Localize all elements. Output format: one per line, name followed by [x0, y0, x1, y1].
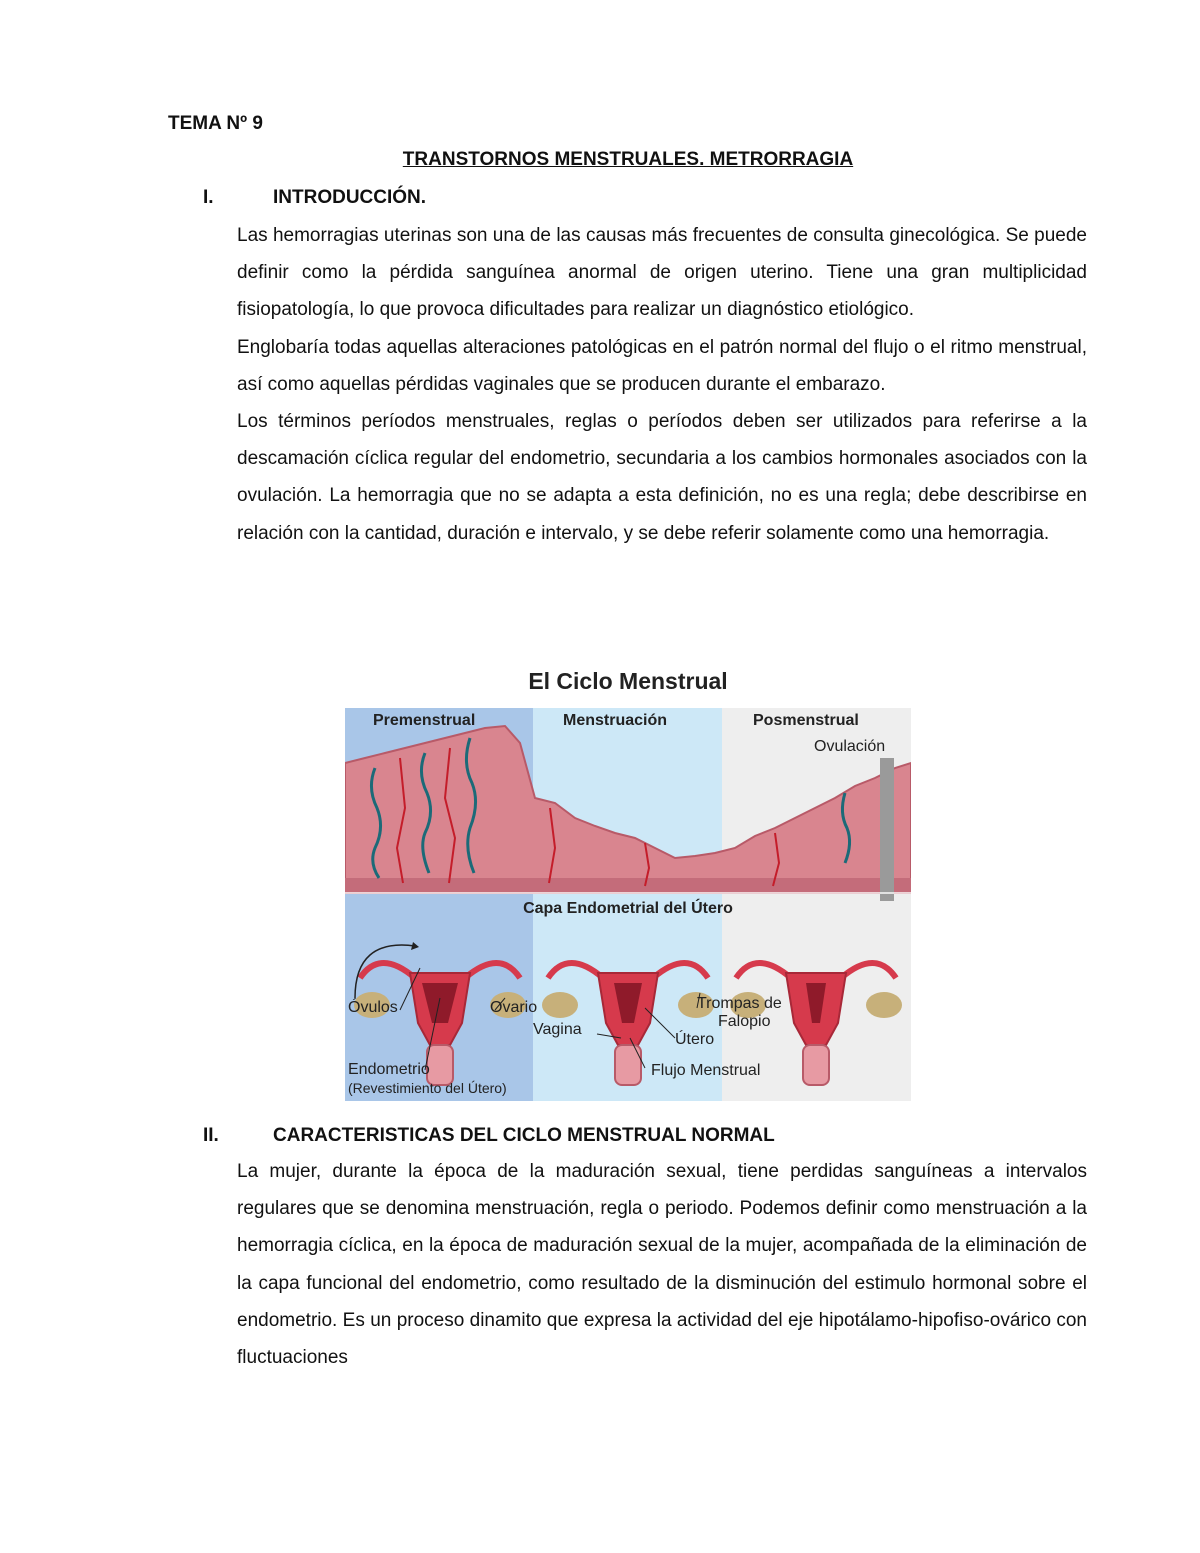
document-title: TRANSTORNOS MENSTRUALES. METRORRAGIA [402, 149, 854, 170]
capa-endometrial-label: Capa Endometrial del Útero [523, 900, 733, 917]
characteristics-paragraph: La mujer, durante la época de la maduración sexual, tiene perdidas sanguíneas a intervalos regulares que se denomina menstruación, regla o periodo. Podemos definir como menstruación a la hemorragia cíclica, en la época de maduración sexual de la mujer, acompañada de la eliminación de la capa funcional del endometrio, como resultado de la disminución del estimulo hormonal sobre el endometrio. Es un proceso dinamito que expresa la actividad del eje hipotálamo-hipofiso-ovárico con fluctuaciones [237, 1161, 1087, 1369]
intro-paragraph-3: Los términos períodos menstruales, reglas o períodos deben ser utilizados para referirse a la descamación cíclica regular del endometrio, secundaria a los cambios hormonales asociados con la ovulación. La hemorragia que no se adapta a esta definición, no es una regla; debe describirse en relación con la cantidad, duración e intervalo, y se debe referir solamente como una hemorragia. [237, 411, 1087, 544]
section-2-body [237, 1153, 1087, 1376]
phase-menstruacion: Menstruación [563, 712, 668, 729]
intro-paragraph-1: Las hemorragias uterinas son una de las causas más frecuentes de consulta ginecológica. Se puede definir como la pérdida sanguínea anormal de origen uterino. Tiene una gran multiplicidad fisiopatología, lo que provoca dificultades para realizar un diagnóstico etiológico. [237, 225, 1087, 321]
label-endometrio: Endometrio [348, 1061, 430, 1078]
label-revestimiento: (Revestimiento del Útero) [348, 1080, 507, 1096]
label-ovulacion: Ovulación [814, 738, 886, 755]
label-ovulos: Óvulos [348, 999, 398, 1016]
menstrual-cycle-figure [345, 668, 911, 1101]
section-1-body [237, 217, 1087, 552]
section-2-title: CARACTERISTICAS DEL CICLO MENSTRUAL NORMAL [273, 1125, 775, 1146]
intro-paragraph-2: Englobaría todas aquellas alteraciones patológicas en el patrón normal del flujo o el ritmo menstrual, así como aquellas pérdidas vaginales que se producen durante el embarazo. [237, 336, 1087, 395]
tema-label: TEMA Nº 9 [168, 113, 263, 134]
figure-title: El Ciclo Menstrual [528, 668, 728, 694]
label-trompas-1: Trompas de [697, 995, 782, 1012]
label-flujo-menstrual: Flujo Menstrual [651, 1062, 761, 1079]
label-trompas-2: Falopio [718, 1013, 771, 1030]
basal-layer [345, 878, 911, 893]
section-1-title: INTRODUCCIÓN. [273, 187, 427, 208]
phase-premenstrual: Premenstrual [373, 712, 476, 729]
phase-posmenstrual: Posmenstrual [753, 712, 859, 729]
label-ovario: Ovario [490, 999, 538, 1016]
label-utero: Útero [675, 1031, 715, 1048]
ovulation-marker [880, 758, 894, 901]
section-2-number: II. [203, 1125, 219, 1146]
figure-divider [345, 892, 911, 894]
section-1-number: I. [203, 187, 214, 208]
label-vagina: Vagina [533, 1021, 582, 1038]
